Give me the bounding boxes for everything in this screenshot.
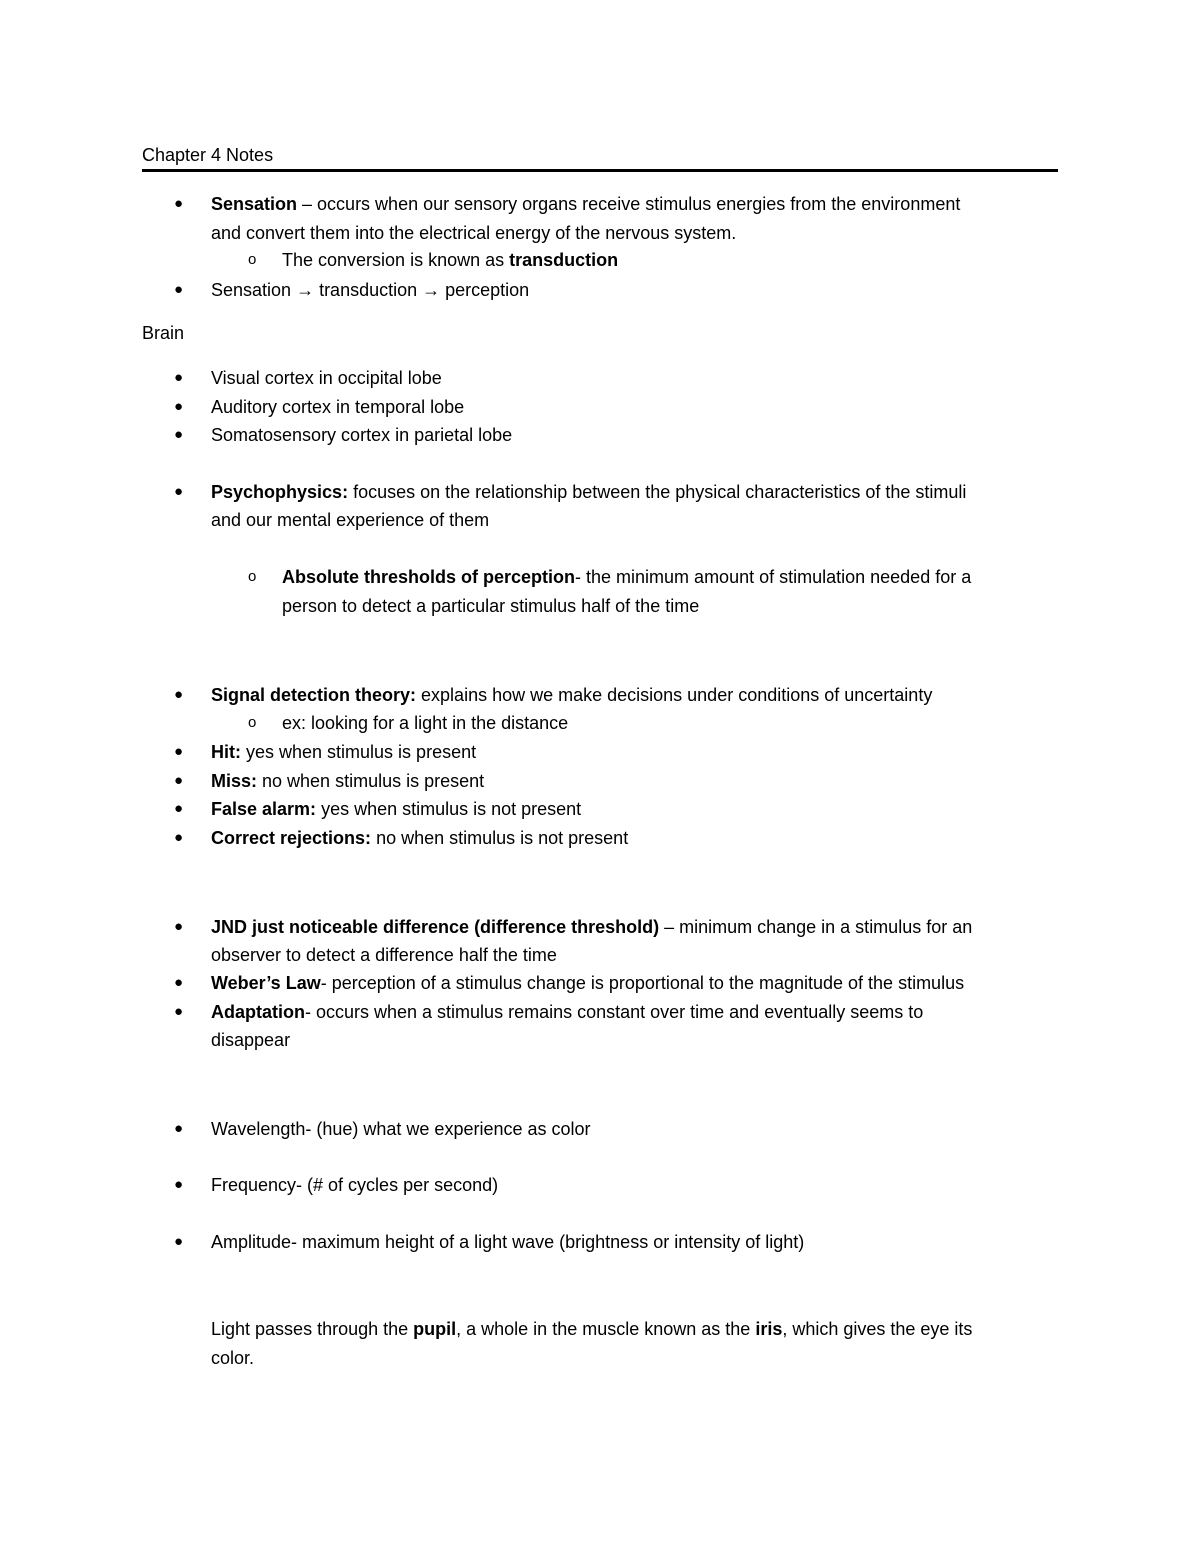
sensation-chain bbox=[211, 278, 529, 302]
term: Signal detection theory: bbox=[211, 685, 417, 705]
light-paragraph-line-1 bbox=[211, 1317, 972, 1341]
bullet: ● bbox=[174, 686, 184, 703]
note-text: The conversion is known as bbox=[282, 250, 510, 270]
bullet: ● bbox=[174, 1176, 184, 1193]
bullet: ● bbox=[174, 974, 184, 991]
absolute-threshold-line-1 bbox=[282, 565, 971, 589]
definition: – minimum change in a stimulus for an bbox=[659, 917, 973, 937]
list-item bbox=[211, 740, 476, 764]
term: Absolute thresholds of perception bbox=[282, 567, 576, 587]
text: , which gives the eye its bbox=[782, 1319, 973, 1339]
definition: yes when stimulus is present bbox=[241, 742, 477, 762]
list-item bbox=[211, 826, 628, 850]
definition: – occurs when our sensory organs receive stimulus energies from the environment bbox=[297, 194, 961, 214]
definition: explains how we make decisions under conditions of uncertainty bbox=[416, 685, 933, 705]
definition: - occurs when a stimulus remains constant over time and eventually seems to bbox=[305, 1002, 924, 1022]
bullet: ● bbox=[174, 483, 184, 500]
arrow-icon: → bbox=[296, 280, 315, 300]
psychophysics-line-2: and our mental experience of them bbox=[211, 510, 490, 530]
term: False alarm: bbox=[211, 799, 317, 819]
light-paragraph-line-2: color. bbox=[211, 1348, 255, 1368]
bullet: ● bbox=[174, 426, 184, 443]
sensation-line-1 bbox=[211, 192, 960, 216]
transduction-note bbox=[282, 248, 618, 272]
definition: focuses on the relationship between the physical characteristics of the stimuli bbox=[348, 482, 967, 502]
wave-item: Frequency- (# of cycles per second) bbox=[211, 1175, 499, 1195]
term: JND just noticeable difference (difference threshold) bbox=[211, 917, 660, 937]
chain-step: Sensation bbox=[211, 280, 297, 300]
bullet: ● bbox=[174, 369, 184, 386]
bullet: ● bbox=[174, 195, 184, 212]
bullet: ● bbox=[174, 1003, 184, 1020]
term: Weber’s Law bbox=[211, 973, 321, 993]
term: pupil bbox=[413, 1319, 457, 1339]
bullet: ● bbox=[174, 918, 184, 935]
list-item bbox=[211, 797, 581, 821]
sub-bullet: o bbox=[248, 714, 257, 731]
text: Light passes through the bbox=[211, 1319, 414, 1339]
term: Psychophysics: bbox=[211, 482, 349, 502]
bullet: ● bbox=[174, 743, 184, 760]
text: , a whole in the muscle known as the bbox=[456, 1319, 756, 1339]
chain-step: perception bbox=[440, 280, 530, 300]
bullet: ● bbox=[174, 800, 184, 817]
definition: yes when stimulus is not present bbox=[316, 799, 582, 819]
list-item: Somatosensory cortex in parietal lobe bbox=[211, 425, 513, 445]
bullet: ● bbox=[174, 1120, 184, 1137]
definition: - the minimum amount of stimulation needed for a bbox=[575, 567, 972, 587]
weber-line bbox=[211, 971, 964, 995]
signal-detection-line bbox=[211, 683, 932, 707]
term: iris bbox=[755, 1319, 783, 1339]
chain-step: transduction bbox=[314, 280, 423, 300]
page-title: Chapter 4 Notes bbox=[142, 143, 1058, 172]
absolute-threshold-line-2: person to detect a particular stimulus half of the time bbox=[282, 596, 700, 616]
term: Hit: bbox=[211, 742, 241, 762]
adaptation-line-1 bbox=[211, 1000, 923, 1024]
sensation-line-2: and convert them into the electrical energy of the nervous system. bbox=[211, 223, 737, 243]
term: Adaptation bbox=[211, 1002, 305, 1022]
definition: no when stimulus is not present bbox=[371, 828, 629, 848]
term: Sensation bbox=[211, 194, 298, 214]
wave-item: Amplitude- maximum height of a light wave (brightness or intensity of light) bbox=[211, 1232, 805, 1252]
jnd-line-2: observer to detect a difference half the time bbox=[211, 945, 557, 965]
list-item bbox=[211, 769, 484, 793]
term: Miss: bbox=[211, 771, 258, 791]
wave-item: Wavelength- (hue) what we experience as color bbox=[211, 1119, 591, 1139]
list-item: Auditory cortex in temporal lobe bbox=[211, 397, 465, 417]
term: Correct rejections: bbox=[211, 828, 372, 848]
bullet: ● bbox=[174, 829, 184, 846]
definition: no when stimulus is present bbox=[257, 771, 485, 791]
sub-bullet: o bbox=[248, 568, 257, 585]
term: transduction bbox=[509, 250, 619, 270]
bullet: ● bbox=[174, 281, 184, 298]
adaptation-line-2: disappear bbox=[211, 1030, 291, 1050]
jnd-line-1 bbox=[211, 915, 972, 939]
psychophysics-line-1 bbox=[211, 480, 966, 504]
section-heading-brain: Brain bbox=[142, 323, 185, 343]
bullet: ● bbox=[174, 772, 184, 789]
arrow-icon: → bbox=[422, 280, 441, 300]
bullet: ● bbox=[174, 1233, 184, 1250]
bullet: ● bbox=[174, 398, 184, 415]
sub-bullet: o bbox=[248, 251, 257, 268]
list-item: Visual cortex in occipital lobe bbox=[211, 368, 442, 388]
definition: - perception of a stimulus change is proportional to the magnitude of the stimulus bbox=[320, 973, 965, 993]
signal-example: ex: looking for a light in the distance bbox=[282, 713, 569, 733]
